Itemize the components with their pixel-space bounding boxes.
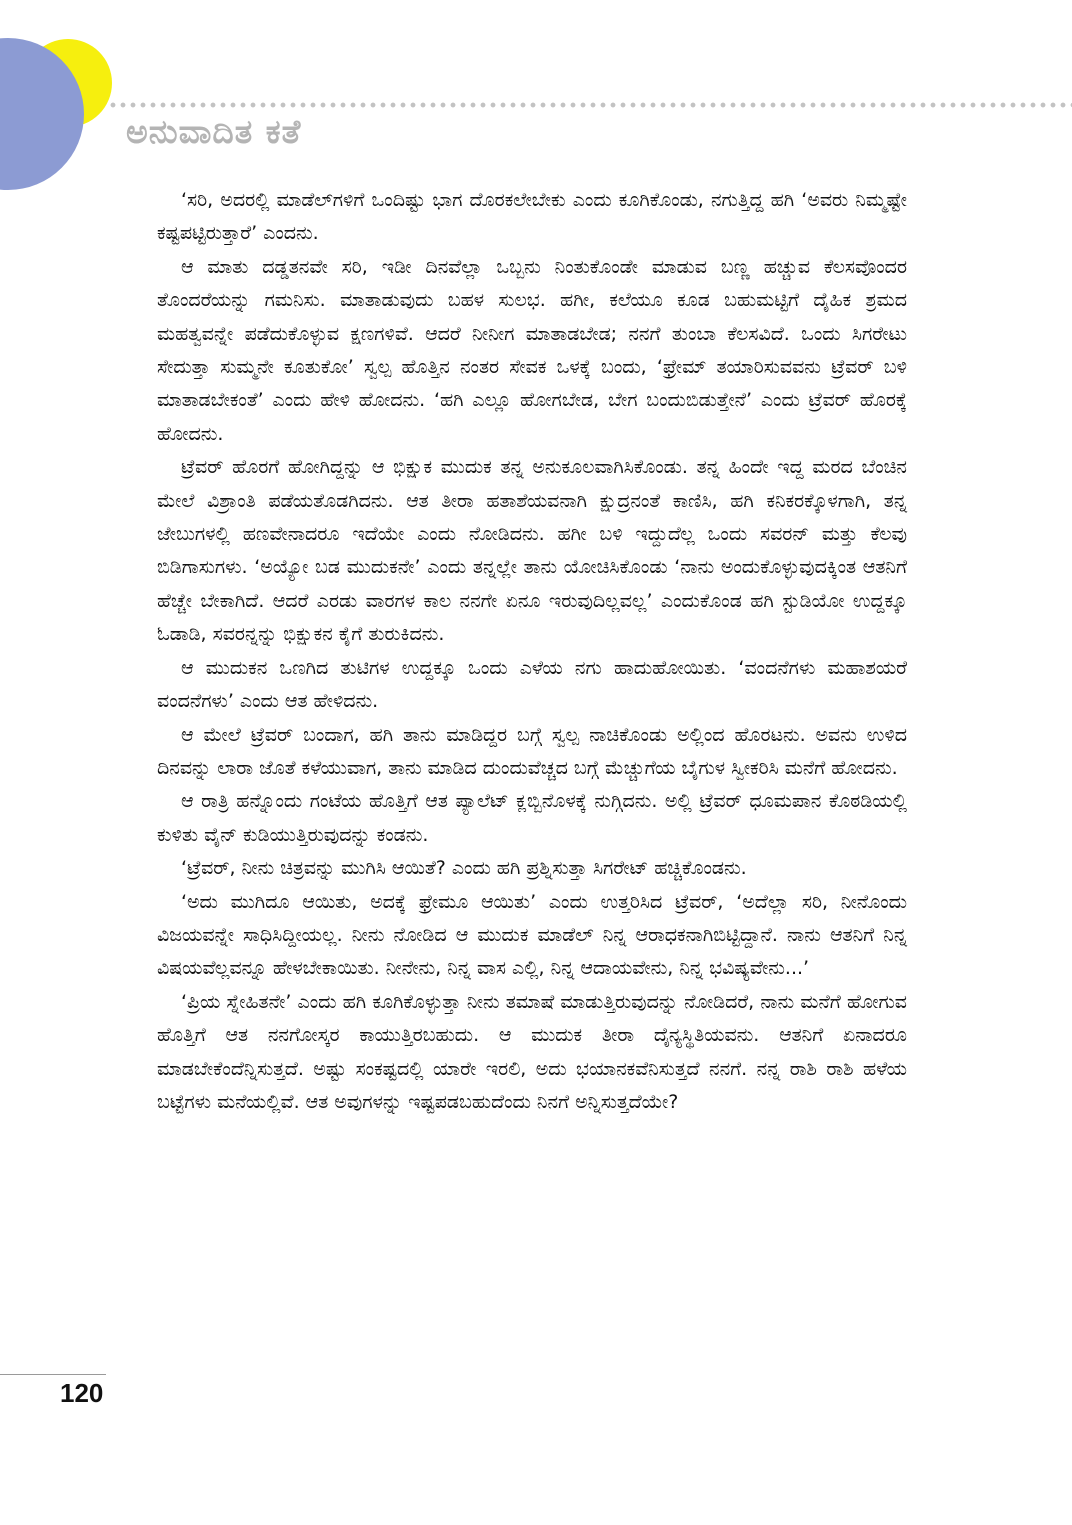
page-number: 120 bbox=[60, 1378, 104, 1408]
paragraph: ‘ಪ್ರಿಯ ಸ್ನೇಹಿತನೇ’ ಎಂದು ಹಗಿ ಕೂಗಿಕೊಳ್ಳುತ್ತಾ ನೀನು ತಮಾಷೆ ಮಾಡುತ್ತಿರುವುದನ್ನು ನೋಡಿದರೆ, ನಾನು ಮನೆಗೆ ಹೋಗುವ ಹೊತ್ತಿಗೆ ಆತ ನನಗೋಸ್ಕರ ಕಾಯುತ್ತಿರಬಹುದು. ಆ ಮುದುಕ ತೀರಾ ದೈನ್ಯಸ್ಥಿತಿಯವನು. ಆತನಿಗೆ ಏನಾದರೂ ಮಾಡಬೇಕೆಂದೆನ್ನಿಸುತ್ತದೆ. ಅಷ್ಟು ಸಂಕಷ್ಟದಲ್ಲಿ ಯಾರೇ ಇರಲಿ, ಅದು ಭಯಾನಕವೆನಿಸುತ್ತದೆ ನನಗೆ. ನನ್ನ ರಾಶಿ ರಾಶಿ ಹಳೆಯ ಬಟ್ಟೆಗಳು ಮನೆಯಲ್ಲಿವೆ. ಆತ ಅವುಗಳನ್ನು ಇಷ್ಟಪಡಬಹುದೆಂದು ನಿನಗೆ ಅನ್ನಿಸುತ್ತದೆಯೇ? bbox=[157, 990, 907, 1113]
corner-decoration bbox=[0, 0, 130, 200]
paragraph: ಟ್ರೆವರ್ ಹೊರಗೆ ಹೋಗಿದ್ದನ್ನು ಆ ಭಿಕ್ಷುಕ ಮುದುಕ ತನ್ನ ಅನುಕೂಲವಾಗಿಸಿಕೊಂಡು. ತನ್ನ ಹಿಂದೇ ಇದ್ದ ಮರದ ಬೆಂಚಿನ ಮೇಲೆ ವಿಶ್ರಾಂತಿ ಪಡೆಯತೊಡಗಿದನು. ಆತ ತೀರಾ ಹತಾಶೆಯವನಾಗಿ ಕ್ಷುದ್ರನಂತೆ ಕಾಣಿಸಿ, ಹಗಿ ಕನಿಕರಕ್ಕೊಳಗಾಗಿ, ತನ್ನ ಜೇಬುಗಳಲ್ಲಿ ಹಣವೇನಾದರೂ ಇದೆಯೇ ಎಂದು ನೋಡಿದನು. ಹಗೀ ಬಳಿ ಇದ್ದುದೆಲ್ಲ ಒಂದು ಸವರನ್ ಮತ್ತು ಕೆಲವು ಬಿಡಿಗಾಸುಗಳು. ‘ಅಯ್ಯೋ ಬಡ ಮುದುಕನೇ’ ಎಂದು ತನ್ನಲ್ಲೇ ತಾನು ಯೋಚಿಸಿಕೊಂಡು ‘ನಾನು ಅಂದುಕೊಳ್ಳುವುದಕ್ಕಿಂತ ಆತನಿಗೆ ಹೆಚ್ಚೇ ಬೇಕಾಗಿದೆ. ಆದರೆ ಎರಡು ವಾರಗಳ ಕಾಲ ನನಗೇ ಏನೂ ಇರುವುದಿಲ್ಲವಲ್ಲ’ ಎಂದುಕೊಂಡ ಹಗಿ ಸ್ಟುಡಿಯೋ ಉದ್ದಕ್ಕೂ ಓಡಾಡಿ, ಸವರನ್ನನ್ನು ಭಿಕ್ಷುಕನ ಕೈಗೆ ತುರುಕಿದನು. bbox=[157, 456, 907, 646]
paragraph: ‘ಸರಿ, ಅದರಲ್ಲಿ ಮಾಡೆಲ್‌ಗಳಿಗೆ ಒಂದಿಷ್ಟು ಭಾಗ ದೊರಕಲೇಬೇಕು ಎಂದು ಕೂಗಿಕೊಂಡು, ನಗುತ್ತಿದ್ದ ಹಗಿ ‘ಅವರು ನಿಮ್ಮಷ್ಟೇ ಕಷ್ಟಪಟ್ಟಿರುತ್ತಾರೆ’ ಎಂದನು. bbox=[157, 189, 907, 245]
paragraph: ಆ ರಾತ್ರಿ ಹನ್ನೊಂದು ಗಂಟೆಯ ಹೊತ್ತಿಗೆ ಆತ ಪ್ಯಾಲೆಟ್ ಕ್ಲಬ್ಬಿನೊಳಕ್ಕೆ ನುಗ್ಗಿದನು. ಅಲ್ಲಿ ಟ್ರೆವರ್ ಧೂಮಪಾನ ಕೊಠಡಿಯಲ್ಲಿ ಕುಳಿತು ವೈನ್ ಕುಡಿಯುತ್ತಿರುವುದನ್ನು ಕಂಡನು. bbox=[157, 790, 907, 846]
paragraph: ಆ ಮುದುಕನ ಒಣಗಿದ ತುಟಿಗಳ ಉದ್ದಕ್ಕೂ ಒಂದು ಎಳೆಯ ನಗು ಹಾದುಹೋಯಿತು. ‘ವಂದನೆಗಳು ಮಹಾಶಯರೆ ವಂದನೆಗಳು’ ಎಂದು ಆತ ಹೇಳಿದನು. bbox=[157, 656, 907, 713]
paragraph: ‘ಅದು ಮುಗಿದೂ ಆಯಿತು, ಅದಕ್ಕೆ ಫ್ರೇಮೂ ಆಯಿತು’ ಎಂದು ಉತ್ತರಿಸಿದ ಟ್ರೆವರ್, ‘ಅದೆಲ್ಲಾ ಸರಿ, ನೀನೊಂದು ವಿಜಯವನ್ನೇ ಸಾಧಿಸಿದ್ದೀಯಲ್ಲ. ನೀನು ನೋಡಿದ ಆ ಮುದುಕ ಮಾಡೆಲ್ ನಿನ್ನ ಆರಾಧಕನಾಗಿಬಿಟ್ಟಿದ್ದಾನೆ. ನಾನು ಆತನಿಗೆ ನಿನ್ನ ವಿಷಯವೆಲ್ಲವನ್ನೂ ಹೇಳಬೇಕಾಯಿತು. ನೀನೇನು, ನಿನ್ನ ವಾಸ ಎಲ್ಲಿ, ನಿನ್ನ ಆದಾಯವೇನು, ನಿನ್ನ ಭವಿಷ್ಯವೇನು...’ bbox=[157, 890, 907, 980]
section-title: ಅನುವಾದಿತ ಕತೆ bbox=[126, 112, 302, 151]
paragraph: ‘ಟ್ರೆವರ್, ನೀನು ಚಿತ್ರವನ್ನು ಮುಗಿಸಿ ಆಯಿತೆ? ಎಂದು ಹಗಿ ಪ್ರಶ್ನಿಸುತ್ತಾ ಸಿಗರೇಟ್ ಹಚ್ಚಿಕೊಂಡನು. bbox=[181, 857, 747, 880]
story-text bbox=[157, 184, 907, 1119]
footer-rule bbox=[0, 1374, 106, 1375]
paragraph: ಆ ಮಾತು ದಡ್ಡತನವೇ ಸರಿ, ಇಡೀ ದಿನವೆಲ್ಲಾ ಒಬ್ಬನು ನಿಂತುಕೊಂಡೇ ಮಾಡುವ ಬಣ್ಣ ಹಚ್ಚುವ ಕೆಲಸವೊಂದರ ತೊಂದರೆಯನ್ನು ಗಮನಿಸು. ಮಾತಾಡುವುದು ಬಹಳ ಸುಲಭ. ಹಗೀ, ಕಲೆಯೂ ಕೂಡ ಬಹುಮಟ್ಟಿಗೆ ದೈಹಿಕ ಶ್ರಮದ ಮಹತ್ವವನ್ನೇ ಪಡೆದುಕೊಳ್ಳುವ ಕ್ಷಣಗಳಿವೆ. ಆದರೆ ನೀನೀಗ ಮಾತಾಡಬೇಡ; ನನಗೆ ತುಂಬಾ ಕೆಲಸವಿದೆ. ಒಂದು ಸಿಗರೇಟು ಸೇದುತ್ತಾ ಸುಮ್ಮನೇ ಕೂತುಕೋ’ ಸ್ವಲ್ಪ ಹೊತ್ತಿನ ನಂತರ ಸೇವಕ ಒಳಕ್ಕೆ ಬಂದು, ‘ಫ್ರೇಮ್ ತಯಾರಿಸುವವನು ಟ್ರೆವರ್ ಬಳಿ ಮಾತಾಡಬೇಕಂತೆ’ ಎಂದು ಹೇಳಿ ಹೋದನು. ‘ಹಗಿ ಎಲ್ಲೂ ಹೋಗಬೇಡ, ಬೇಗ ಬಂದುಬಿಡುತ್ತೇನೆ’ ಎಂದು ಟ್ರೆವರ್ ಹೊರಕ್ಕೆ ಹೋದನು. bbox=[157, 255, 907, 445]
paragraph: ಆ ಮೇಲೆ ಟ್ರೆವರ್ ಬಂದಾಗ, ಹಗಿ ತಾನು ಮಾಡಿದ್ದರ ಬಗ್ಗೆ ಸ್ವಲ್ಪ ನಾಚಿಕೊಂಡು ಅಲ್ಲಿಂದ ಹೊರಟನು. ಅವನು ಉಳಿದ ದಿನವನ್ನು ಲಾರಾ ಜೊತೆ ಕಳೆಯುವಾಗ, ತಾನು ಮಾಡಿದ ದುಂದುವೆಚ್ಚದ ಬಗ್ಗೆ ಮೆಚ್ಚುಗೆಯ ಬೈಗುಳ ಸ್ವೀಕರಿಸಿ ಮನೆಗೆ ಹೋದನು. bbox=[157, 723, 907, 779]
header-dotted-rule bbox=[108, 102, 1072, 108]
